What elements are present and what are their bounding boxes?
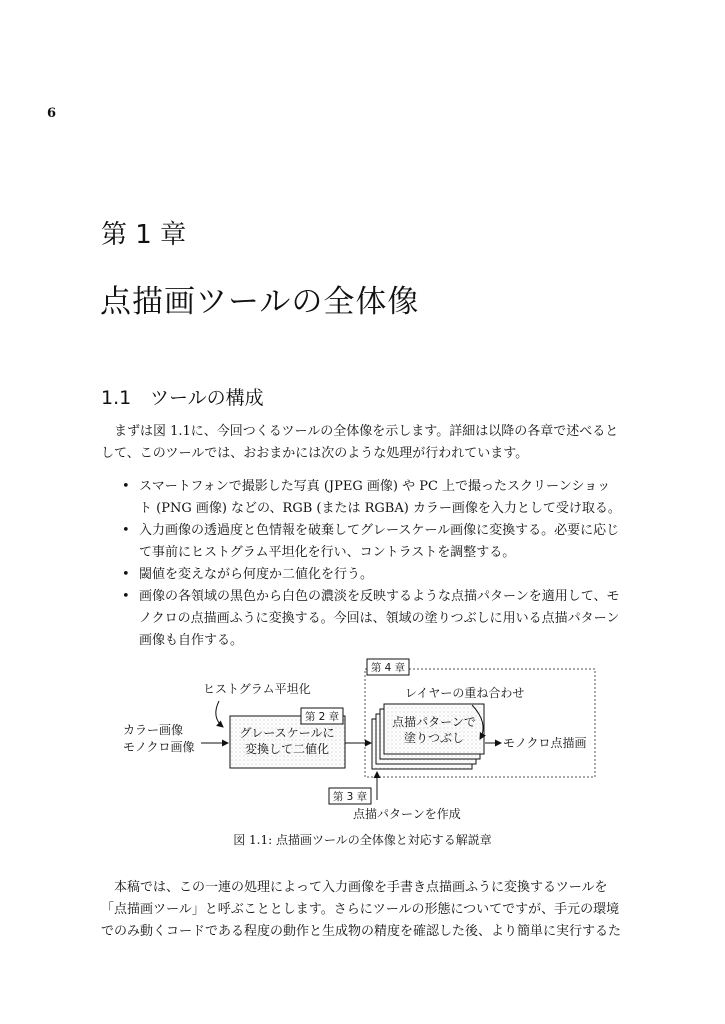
chapter-title: 点描画ツールの全体像 <box>100 284 420 320</box>
list-item: • スマートフォンで撮影した写真 (JPEG 画像) や PC 上で撮ったスクリーンショット (PNG 画像) などの、RGB (または RGBA) カラー画像を入力として受け取る。 <box>101 476 622 520</box>
figure-caption: 図 1.1: 点描画ツールの全体像と対応する解説章 <box>233 833 492 847</box>
input-label-color: カラー画像 <box>123 723 184 737</box>
list-item: • 画像の各領域の黒色から白色の濃淡を反映するような点描パターンを適用して、モノクロの点描画ふうに変換する。今回は、領域の塗りつぶしに用いる点描パターン画像も自作する。 <box>101 586 622 652</box>
process-list <box>101 476 622 652</box>
chapter4-tag: 第 4 章 <box>370 662 406 674</box>
layer-overlay-label: レイヤーの重ね合わせ <box>405 686 525 700</box>
overview-figure <box>115 655 615 830</box>
chapter3-tag: 第 3 章 <box>332 791 368 803</box>
intro-paragraph <box>101 421 622 465</box>
closing-paragraph <box>101 877 622 943</box>
chapter2-tag: 第 2 章 <box>304 711 340 723</box>
grayscale-box-line1: グレースケールに <box>239 726 335 740</box>
list-item: • 入力画像の透過度と色情報を破棄してグレースケール画像に変換する。必要に応じて事前にヒストグラム平坦化を行い、コントラストを調整する。 <box>101 520 622 564</box>
stipple-box-line2: 塗りつぶし <box>403 731 465 745</box>
page-number: 6 <box>47 106 57 121</box>
pattern-label: 点描パターンを作成 <box>353 807 461 821</box>
histogram-label: ヒストグラム平坦化 <box>203 682 311 696</box>
output-label: モノクロ点描画 <box>503 736 587 750</box>
list-item: • 閾値を変えながら何度か二値化を行う。 <box>101 564 622 586</box>
closing-text: 本稿では、この一連の処理によって入力画像を手書き点描画ふうに変換するツールを「点描画ツール」と呼ぶこととします。さらにツールの形態についてですが、手元の環境でのみ動くコードである程度の動作と生成物の精度を確認した後、より簡単に実行するた <box>101 880 622 939</box>
intro-text: まずは図 1.1に、今回つくるツールの全体像を示します。詳細は以降の各章で述べると して、このツールでは、おおまかには次のような処理が行われています。 <box>101 424 619 461</box>
stipple-box-line1: 点描パターンで <box>392 715 476 729</box>
section-heading <box>101 383 264 410</box>
flow-diagram <box>115 655 615 830</box>
section-title: ツールの構成 <box>150 387 264 409</box>
section-number: 1.1 <box>101 387 132 409</box>
grayscale-box-line2: 変換して二値化 <box>244 742 330 756</box>
chapter-label: 第 1 章 <box>101 220 187 250</box>
input-label-mono: モノクロ画像 <box>123 740 195 754</box>
stipple-fill-box <box>384 704 484 754</box>
arrow-histogram <box>216 701 223 727</box>
